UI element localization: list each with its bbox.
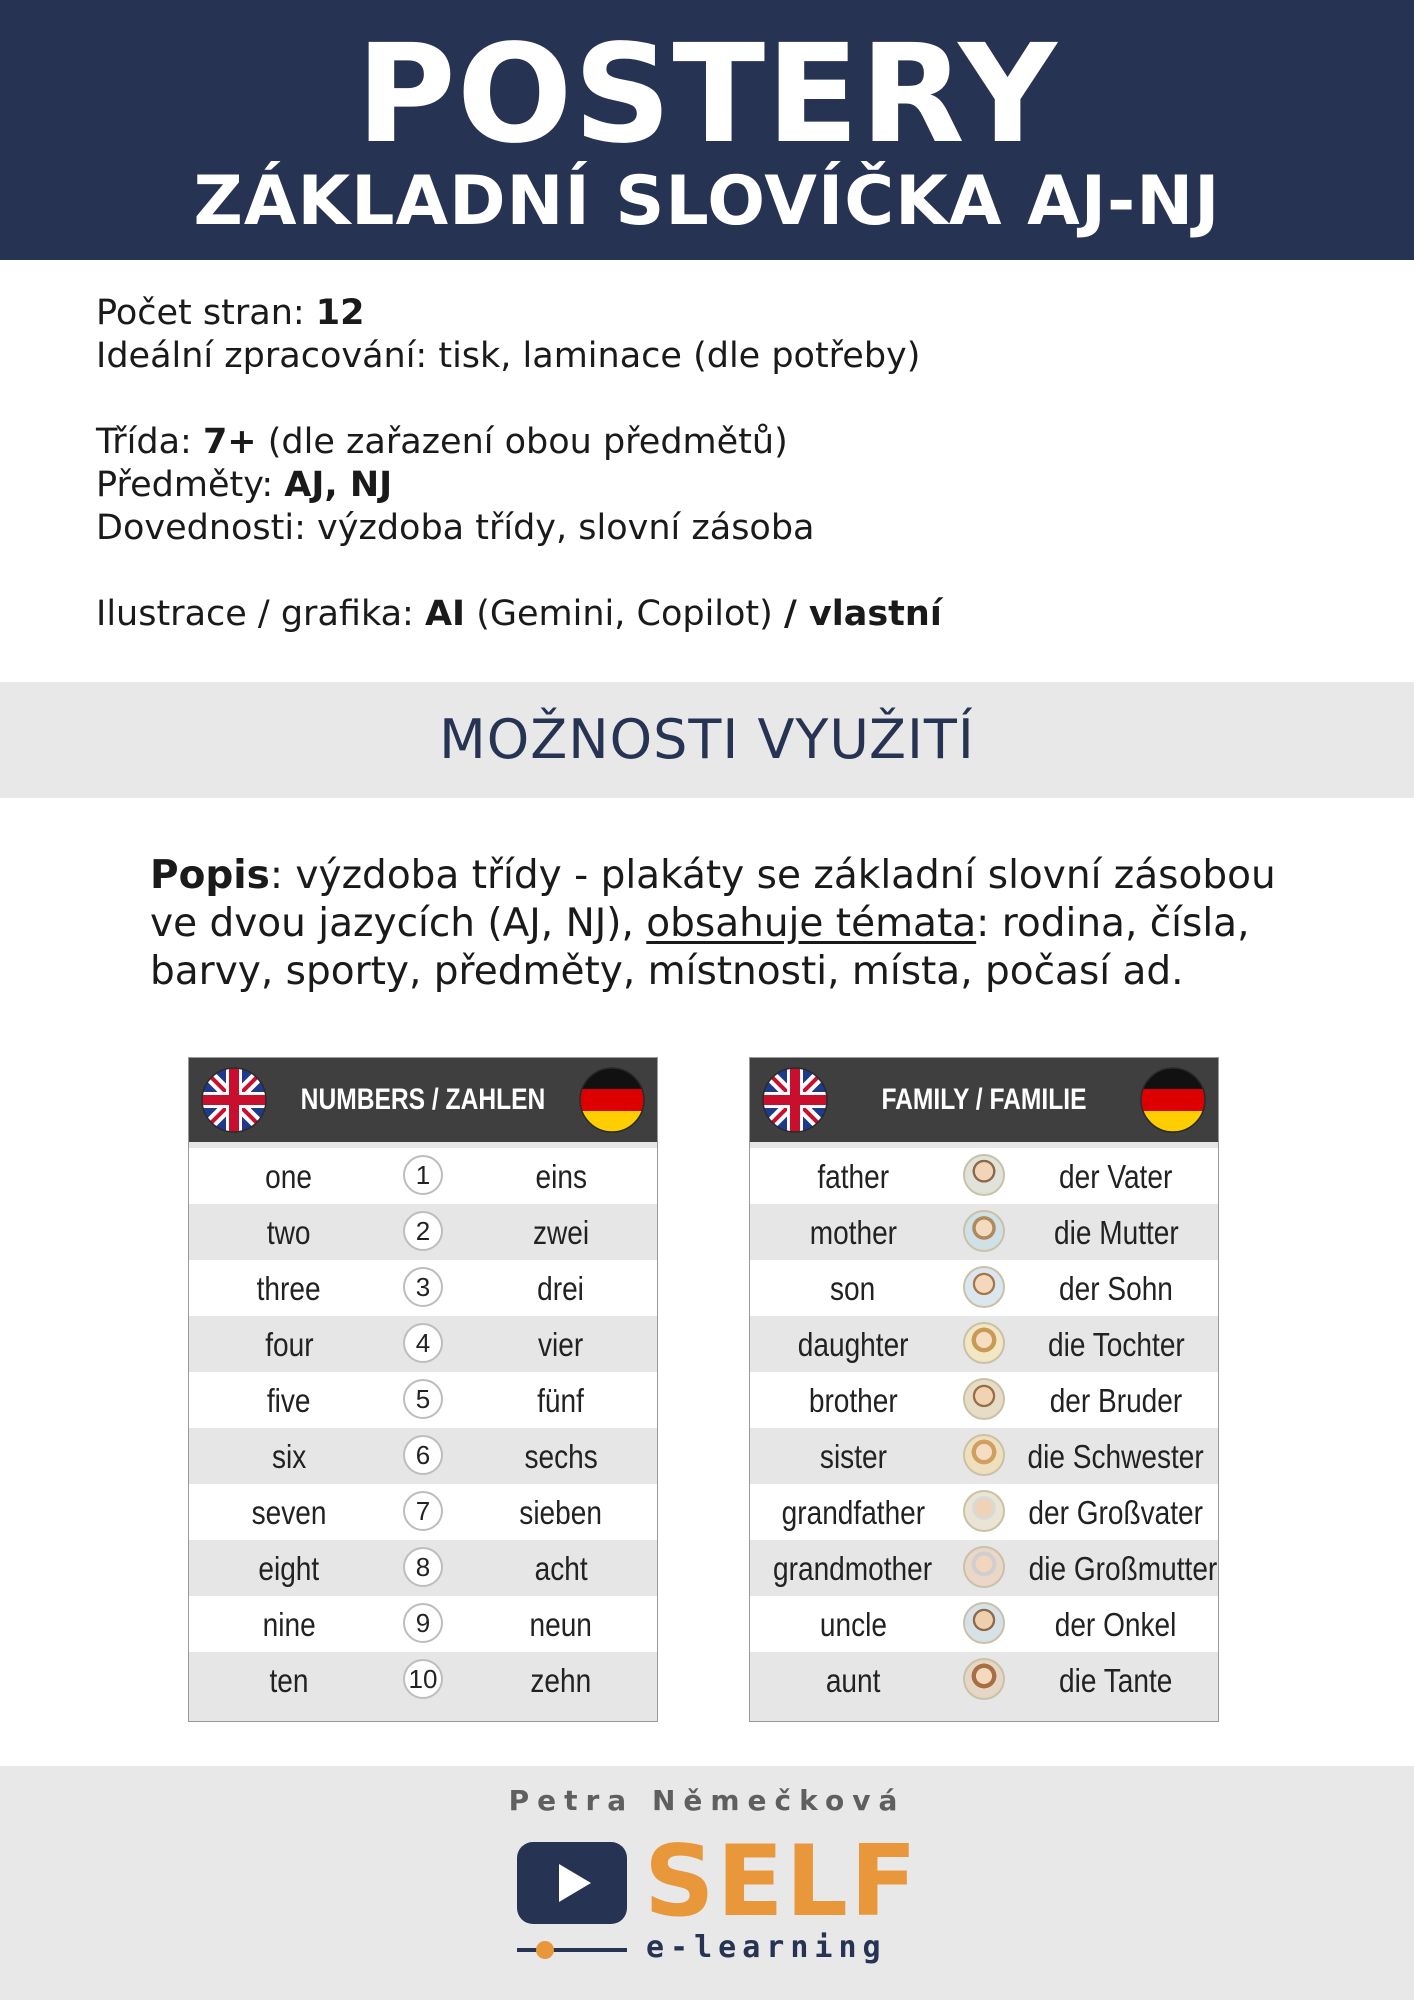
uk-flag-icon bbox=[201, 1067, 267, 1133]
number-badge: 7 bbox=[403, 1491, 443, 1531]
poster-header bbox=[750, 1058, 1218, 1142]
product-info bbox=[96, 292, 1316, 636]
section-band bbox=[0, 682, 1414, 798]
page-subtitle: ZÁKLADNÍ SLOVÍČKA AJ-NJ bbox=[193, 162, 1221, 241]
number-badge: 2 bbox=[403, 1211, 443, 1251]
table-row: eight 8 acht bbox=[189, 1540, 657, 1596]
table-row: two 2 zwei bbox=[189, 1204, 657, 1260]
uncle-avatar-icon bbox=[963, 1602, 1005, 1644]
grandfather-avatar-icon bbox=[963, 1490, 1005, 1532]
number-badge: 1 bbox=[403, 1155, 443, 1195]
grandmother-avatar-icon bbox=[963, 1546, 1005, 1588]
poster-title: FAMILY / FAMILIE bbox=[881, 1083, 1087, 1116]
info-illustration: Ilustrace / grafika: AI (Gemini, Copilot) / vlastní bbox=[96, 594, 942, 634]
table-row: son der Sohn bbox=[750, 1260, 1218, 1316]
table-row: daughter die Tochter bbox=[750, 1316, 1218, 1372]
table-row: five 5 fünf bbox=[189, 1372, 657, 1428]
page-header bbox=[0, 0, 1414, 260]
logo-line-icon bbox=[517, 1938, 627, 1962]
table-row: uncle der Onkel bbox=[750, 1596, 1218, 1652]
description: Popis: výzdoba třídy - plakáty se základní slovní zásobou ve dvou jazycích (AJ, NJ), obsahuje témata: rodina, čísla, barvy, sporty, předměty, místnosti, místa, počasí ad. bbox=[150, 853, 1276, 994]
father-avatar-icon bbox=[963, 1154, 1005, 1196]
table-row: seven 7 sieben bbox=[189, 1484, 657, 1540]
number-badge: 9 bbox=[403, 1603, 443, 1643]
info-grade: Třída: 7+ (dle zařazení obou předmětů) bbox=[96, 422, 788, 462]
son-avatar-icon bbox=[963, 1266, 1005, 1308]
german-flag-icon bbox=[579, 1067, 645, 1133]
sister-avatar-icon bbox=[963, 1434, 1005, 1476]
topics-underline: obsahuje témata bbox=[646, 901, 977, 946]
table-row: ten 10 zehn bbox=[189, 1652, 657, 1708]
logo-wordmark: SELF bbox=[644, 1825, 919, 1939]
table-row: nine 9 neun bbox=[189, 1596, 657, 1652]
info-subjects: Předměty: AJ, NJ bbox=[96, 465, 393, 505]
number-badge: 4 bbox=[403, 1323, 443, 1363]
table-row: aunt die Tante bbox=[750, 1652, 1218, 1708]
aunt-avatar-icon bbox=[963, 1658, 1005, 1700]
table-row: brother der Bruder bbox=[750, 1372, 1218, 1428]
info-skills: Dovednosti: výzdoba třídy, slovní zásoba bbox=[96, 508, 815, 548]
brother-avatar-icon bbox=[963, 1378, 1005, 1420]
play-icon bbox=[517, 1842, 627, 1924]
author-name: Petra Němečková bbox=[508, 1784, 906, 1817]
description-label: Popis bbox=[150, 853, 270, 898]
family-poster-preview bbox=[749, 1057, 1219, 1722]
numbers-rows bbox=[189, 1148, 657, 1708]
table-row: three 3 drei bbox=[189, 1260, 657, 1316]
family-rows bbox=[750, 1148, 1218, 1708]
logo-tagline: e-learning bbox=[646, 1930, 887, 1965]
info-processing: Ideální zpracování: tisk, laminace (dle potřeby) bbox=[96, 336, 921, 376]
number-badge: 6 bbox=[403, 1435, 443, 1475]
uk-flag-icon bbox=[762, 1067, 828, 1133]
table-row: one 1 eins bbox=[189, 1148, 657, 1204]
numbers-poster-preview bbox=[188, 1057, 658, 1722]
page-title: POSTERY bbox=[356, 16, 1058, 174]
section-title: MOŽNOSTI VYUŽITÍ bbox=[439, 708, 975, 771]
german-flag-icon bbox=[1140, 1067, 1206, 1133]
number-badge: 10 bbox=[403, 1659, 443, 1699]
table-row: six 6 sechs bbox=[189, 1428, 657, 1484]
poster-header bbox=[189, 1058, 657, 1142]
table-row: grandmother die Großmutter bbox=[750, 1540, 1218, 1596]
table-row: four 4 vier bbox=[189, 1316, 657, 1372]
table-row: father der Vater bbox=[750, 1148, 1218, 1204]
table-row: sister die Schwester bbox=[750, 1428, 1218, 1484]
daughter-avatar-icon bbox=[963, 1322, 1005, 1364]
number-badge: 5 bbox=[403, 1379, 443, 1419]
table-row: grandfather der Großvater bbox=[750, 1484, 1218, 1540]
poster-title: NUMBERS / ZAHLEN bbox=[300, 1083, 546, 1116]
number-badge: 8 bbox=[403, 1547, 443, 1587]
info-pages: Počet stran: 12 bbox=[96, 293, 365, 333]
table-row: mother die Mutter bbox=[750, 1204, 1218, 1260]
mother-avatar-icon bbox=[963, 1210, 1005, 1252]
number-badge: 3 bbox=[403, 1267, 443, 1307]
